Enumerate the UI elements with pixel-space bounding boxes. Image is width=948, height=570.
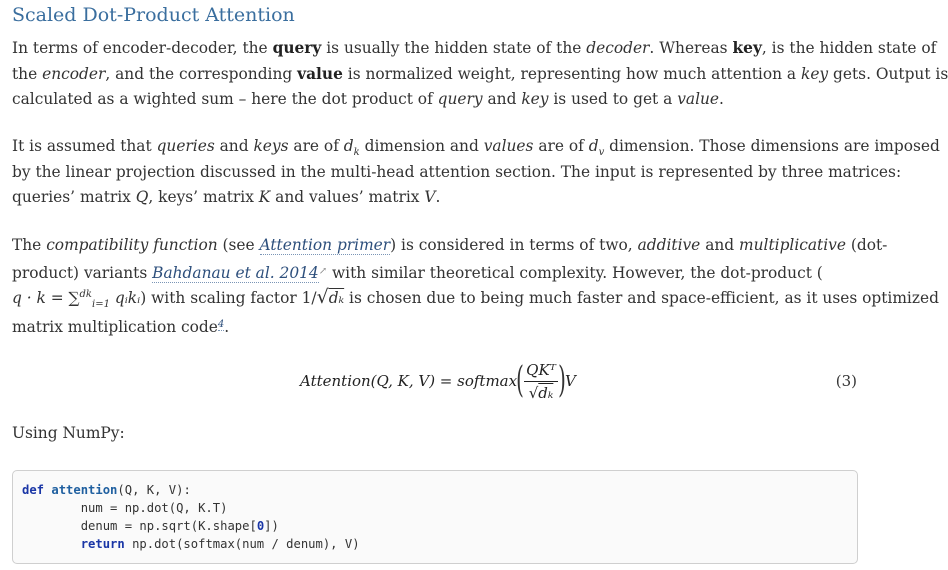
equation-denominator: √dₖ [528,383,554,402]
using-numpy-label: Using NumPy: [12,424,125,442]
equation-numerator: QKᵀ [524,361,558,382]
paragraph-3 [12,233,939,340]
paragraph-1 [12,36,948,113]
paragraph-2 [12,134,940,211]
right-paren: ) [558,360,566,401]
bahdanau-link[interactable]: Bahdanau et al. 2014 [152,263,319,282]
equation-number: (3) [835,372,857,390]
paragraph-1-line-3: calculated as a wighted sum – here the dot product of query and key is used to get a value. [12,90,724,108]
code-block [12,470,858,564]
equation-rhs: V [565,372,576,390]
left-paren: ( [516,360,524,401]
attention-primer-link[interactable]: Attention primer [259,236,391,254]
paragraph-2-line-3: queries’ matrix Q, keys’ matrix K and values’ matrix V. [12,188,441,206]
equation-lhs: Attention(Q, K, V) = softmax [300,372,518,390]
code-text [22,481,360,553]
sqrt-symbol: √ [316,286,329,308]
code-line-2: num = np.dot(Q, K.T) [22,501,228,515]
paragraph-3-line-4: matrix multiplication code$^4$. [12,317,230,336]
paragraph-2-line-2: by the linear projection discussed in the multi-head attention section. The input is represented by three matrices: [12,162,902,181]
paragraph-2-line-1: It is assumed that queries and keys are of $d_k$ dimension and values are of $d_v$ dimension. Those dimensions are imposed [12,137,940,159]
footnote-link[interactable]: 4 [217,318,225,330]
code-line-4: return np.dot(softmax(num / denum), V) [80,537,360,551]
external-link-icon: ↗ [318,265,328,277]
attention-equation [300,354,576,408]
section-heading: Scaled Dot-Product Attention [12,4,295,26]
code-line-3: denum = np.sqrt(K.shape[0]) [22,519,279,533]
equation-fraction [524,361,558,402]
paragraph-1-line-1: In terms of encoder-decoder, the query is usually the hidden state of the decoder. Whereas key, is the hidden state of [12,39,937,57]
paragraph-3-line-1: The compatibility function (see Attention primer) is considered in terms of two, additive and multiplicative (dot- [12,236,888,254]
code-line-1: def attention(Q, K, V): [22,483,191,497]
paragraph-1-line-2: the encoder, and the corresponding value is normalized weight, representing how much attention a key gets. Output is [12,64,948,83]
paragraph-3-line-2: product) variants Bahdanau et al. 2014↗ with similar theoretical complexity. However, the dot-product ( [12,263,823,282]
paragraph-3-line-3: q · k = ∑$^{dk}_{i=1}$ qᵢkᵢ) with scaling factor 1/√dₖ is chosen due to being much faster and space-efficient, as it uses optimized [12,286,939,311]
